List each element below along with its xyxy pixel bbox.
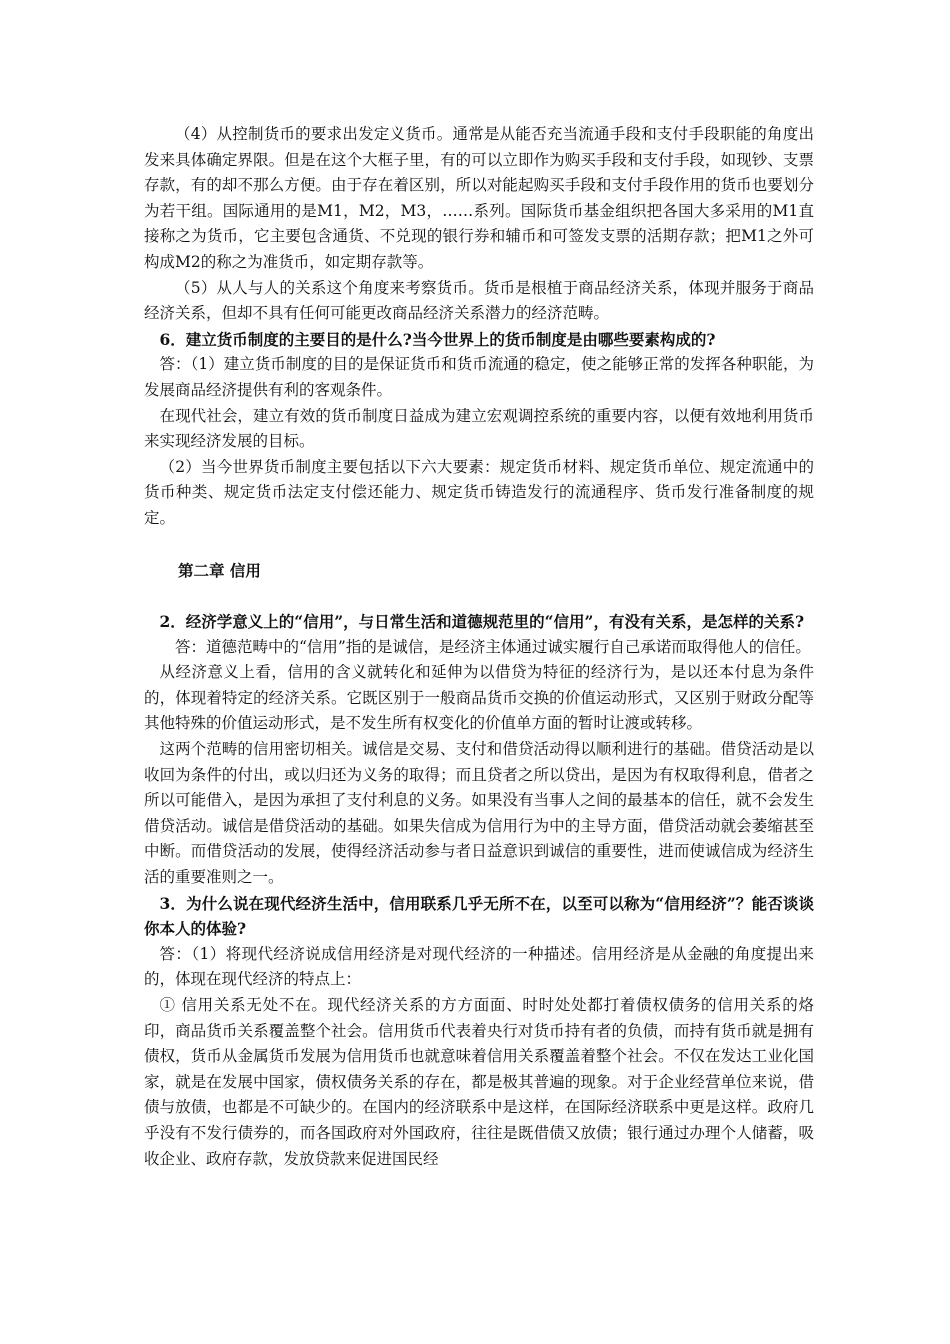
answer-6-part-1: 答：（1）建立货币制度的目的是保证货币和货币流通的稳定，使之能够正常的发挥各种职能，为发展商品经济提供有利的客观条件。	[144, 355, 814, 399]
answer-2-relationship: 这两个范畴的信用密切相关。诚信是交易、支付和借贷活动得以顺利进行的基础。借贷活动是以收回为条件的付出，或以归还为义务的取得；而且贷者之所以贷出，是因为有权取得利息，借者之所以可能借入，是因为承担了支付利息的义务。如果没有当事人之间的最基本的信任，就不会发生借贷活动。诚信是借贷活动的基础。如果失信成为信用行为中的主导方面，借贷活动就会萎缩甚至中断。而借贷活动的发展，使得经济活动参与者日益意识到诚信的重要性，进而使诚信成为经济生活的重要准则之一。	[144, 740, 814, 887]
paragraph-money-control-definition: （4）从控制货币的要求出发定义货币。通常是从能否充当流通手段和支付手段职能的角度出发来具体确定界限。但是在这个大框子里，有的可以立即作为购买手段和支付手段，如现钞、支票存款，有的却不那么方便。由于存在着区别，所以对能起购买手段和支付手段作用的货币也要划分为若干组。国际通用的是M1，M2，M3，……系列。国际货币基金组织把各国大多采用的M1直接称之为货币，它主要包含通货、不兑现的银行券和辅币和可签发支票的活期存款；把M1之外可构成M2的称之为准货币，如定期存款等。	[144, 125, 814, 271]
answer-2-moral-credit: 答：道德范畴中的“信用”指的是诚信，是经济主体通过诚实履行自己承诺而取得他人的信任。	[175, 637, 811, 656]
question-6-heading: 6．建立货币制度的主要目的是什么?当今世界上的货币制度是由哪些要素构成的?	[159, 329, 716, 349]
answer-2-economic-credit: 从经济意义上看，信用的含义就转化和延伸为以借贷为特征的经济行为，是以还本付息为条件的，体现着特定的经济关系。它既区别于一般商品货币交换的价值运动形式，又区别于财政分配等其他特殊的价值运动形式，是不发生所有权变化的价值单方面的暂时让渡或转移。	[144, 663, 814, 733]
answer-3-point-1: ① 信用关系无处不在。现代经济关系的方方面面、时时处处都打着债权债务的信用关系的烙印，商品货币关系覆盖整个社会。信用货币代表着央行对货币持有者的负债，而持有货币就是拥有债权，货币从金属货币发展为信用货币也就意味着信用关系覆盖着整个社会。不仅在发达工业化国家，就是在发展中国家，债权债务关系的存在，都是极其普遍的现象。对于企业经营单位来说，借债与放债，也都是不可缺少的。在国内的经济联系中是这样，在国际经济联系中更是这样。政府几乎没有不发行债券的，而各国政府对外国政府，往往是既借债又放债；银行通过办理个人储蓄，吸收企业、政府存款，发放贷款来促进国民经	[144, 996, 814, 1168]
answer-3-part-1: 答：（1）将现代经济说成信用经济是对现代经济的一种描述。信用经济是从金融的角度提出来的，体现在现代经济的特点上：	[144, 944, 814, 989]
answer-6-modern-society: 在现代社会，建立有效的货币制度日益成为建立宏观调控系统的重要内容，以便有效地利用货币来实现经济发展的目标。	[144, 406, 814, 451]
question-2-heading: 2．经济学意义上的“信用”，与日常生活和道德规范里的“信用”，有没有关系，是怎样的关系?	[159, 612, 805, 632]
document-page	[144, 122, 814, 1172]
paragraph-money-human-relations: （5）从人与人的关系这个角度来考察货币。货币是根植于商品经济关系，体现并服务于商品经济关系，但却不具有任何可能更改商品经济关系潜力的经济范畴。	[144, 278, 814, 323]
question-3-heading: 3．为什么说在现代经济生活中，信用联系几乎无所不在，以至可以称为“信用经济”？能否谈谈你本人的体验?	[144, 893, 814, 939]
chapter-title: 第二章 信用	[178, 560, 261, 580]
answer-6-part-2: （2）当今世界货币制度主要包括以下六大要素：规定货币材料、规定货币单位、规定流通中的货币种类、规定货币法定支付偿还能力、规定货币铸造发行的流通程序、货币发行准备制度的规定。	[144, 457, 814, 527]
